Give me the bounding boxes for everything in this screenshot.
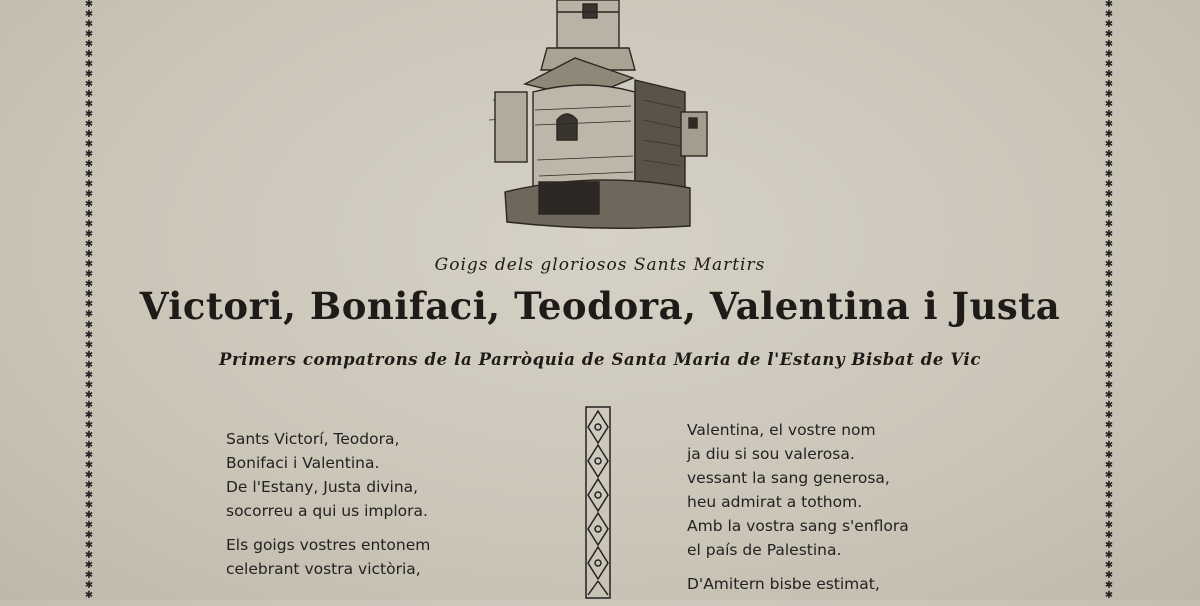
verse-line: Valentina, el vostre nom: [687, 421, 876, 439]
left-star-border: ✱ ✱ ✱ ✱ ✱ ✱ ✱ ✱ ✱ ✱ ✱ ✱ ✱ ✱ ✱ ✱ ✱ ✱ ✱ ✱ ✱ ✱ ✱ ✱ ✱ ✱ ✱ ✱ ✱ ✱ ✱ ✱ ✱ ✱ ✱ ✱ ✱ ✱ ✱ ✱ ✱ ✱ ✱ ✱ ✱ ✱ ✱ ✱ ✱ ✱ ✱ ✱ ✱ ✱ ✱ ✱ ✱ ✱ ✱ ✱: [84, 0, 94, 600]
verse-line: vessant la sang generosa,: [687, 469, 890, 487]
verse-line: socorreu a qui us implora.: [226, 502, 428, 520]
right-verse-column: [687, 418, 909, 606]
verse-line: De l'Estany, Justa divina,: [226, 478, 419, 496]
stanza: [226, 427, 430, 523]
stanza: [226, 533, 430, 581]
tagline: Primers compatrons de la Parròquia de Santa Maria de l'Estany Bisbat de Vic: [218, 350, 981, 369]
stanza: [687, 418, 909, 562]
stanza: [687, 572, 909, 596]
left-verse-column: [226, 427, 430, 591]
verse-line: Bonifaci i Valentina.: [226, 454, 380, 472]
verse-line: D'Amitern bisbe estimat,: [687, 575, 880, 593]
verse-line: celebrant vostra victòria,: [226, 560, 421, 578]
verse-line: ja diu si sou valerosa.: [687, 445, 855, 463]
verse-line: Amb la vostra sang s'enflora: [687, 517, 909, 535]
verse-line: Sants Victorí, Teodora,: [226, 430, 400, 448]
right-star-border: ✱ ✱ ✱ ✱ ✱ ✱ ✱ ✱ ✱ ✱ ✱ ✱ ✱ ✱ ✱ ✱ ✱ ✱ ✱ ✱ ✱ ✱ ✱ ✱ ✱ ✱ ✱ ✱ ✱ ✱ ✱ ✱ ✱ ✱ ✱ ✱ ✱ ✱ ✱ ✱ ✱ ✱ ✱ ✱ ✱ ✱ ✱ ✱ ✱ ✱ ✱ ✱ ✱ ✱ ✱ ✱ ✱ ✱ ✱ ✱: [1104, 0, 1114, 600]
verse-line: Els goigs vostres entonem: [226, 536, 431, 554]
subtitle: Goigs dels gloriosos Sants Martirs: [434, 255, 766, 275]
divider-ornament: [584, 405, 612, 600]
church-illustration: [485, 0, 715, 232]
verse-line: heu admirat a tothom.: [687, 493, 863, 511]
page-title: Victori, Bonifaci, Teodora, Valentina i Justa: [139, 284, 1061, 328]
verse-line: el país de Palestina.: [687, 541, 842, 559]
